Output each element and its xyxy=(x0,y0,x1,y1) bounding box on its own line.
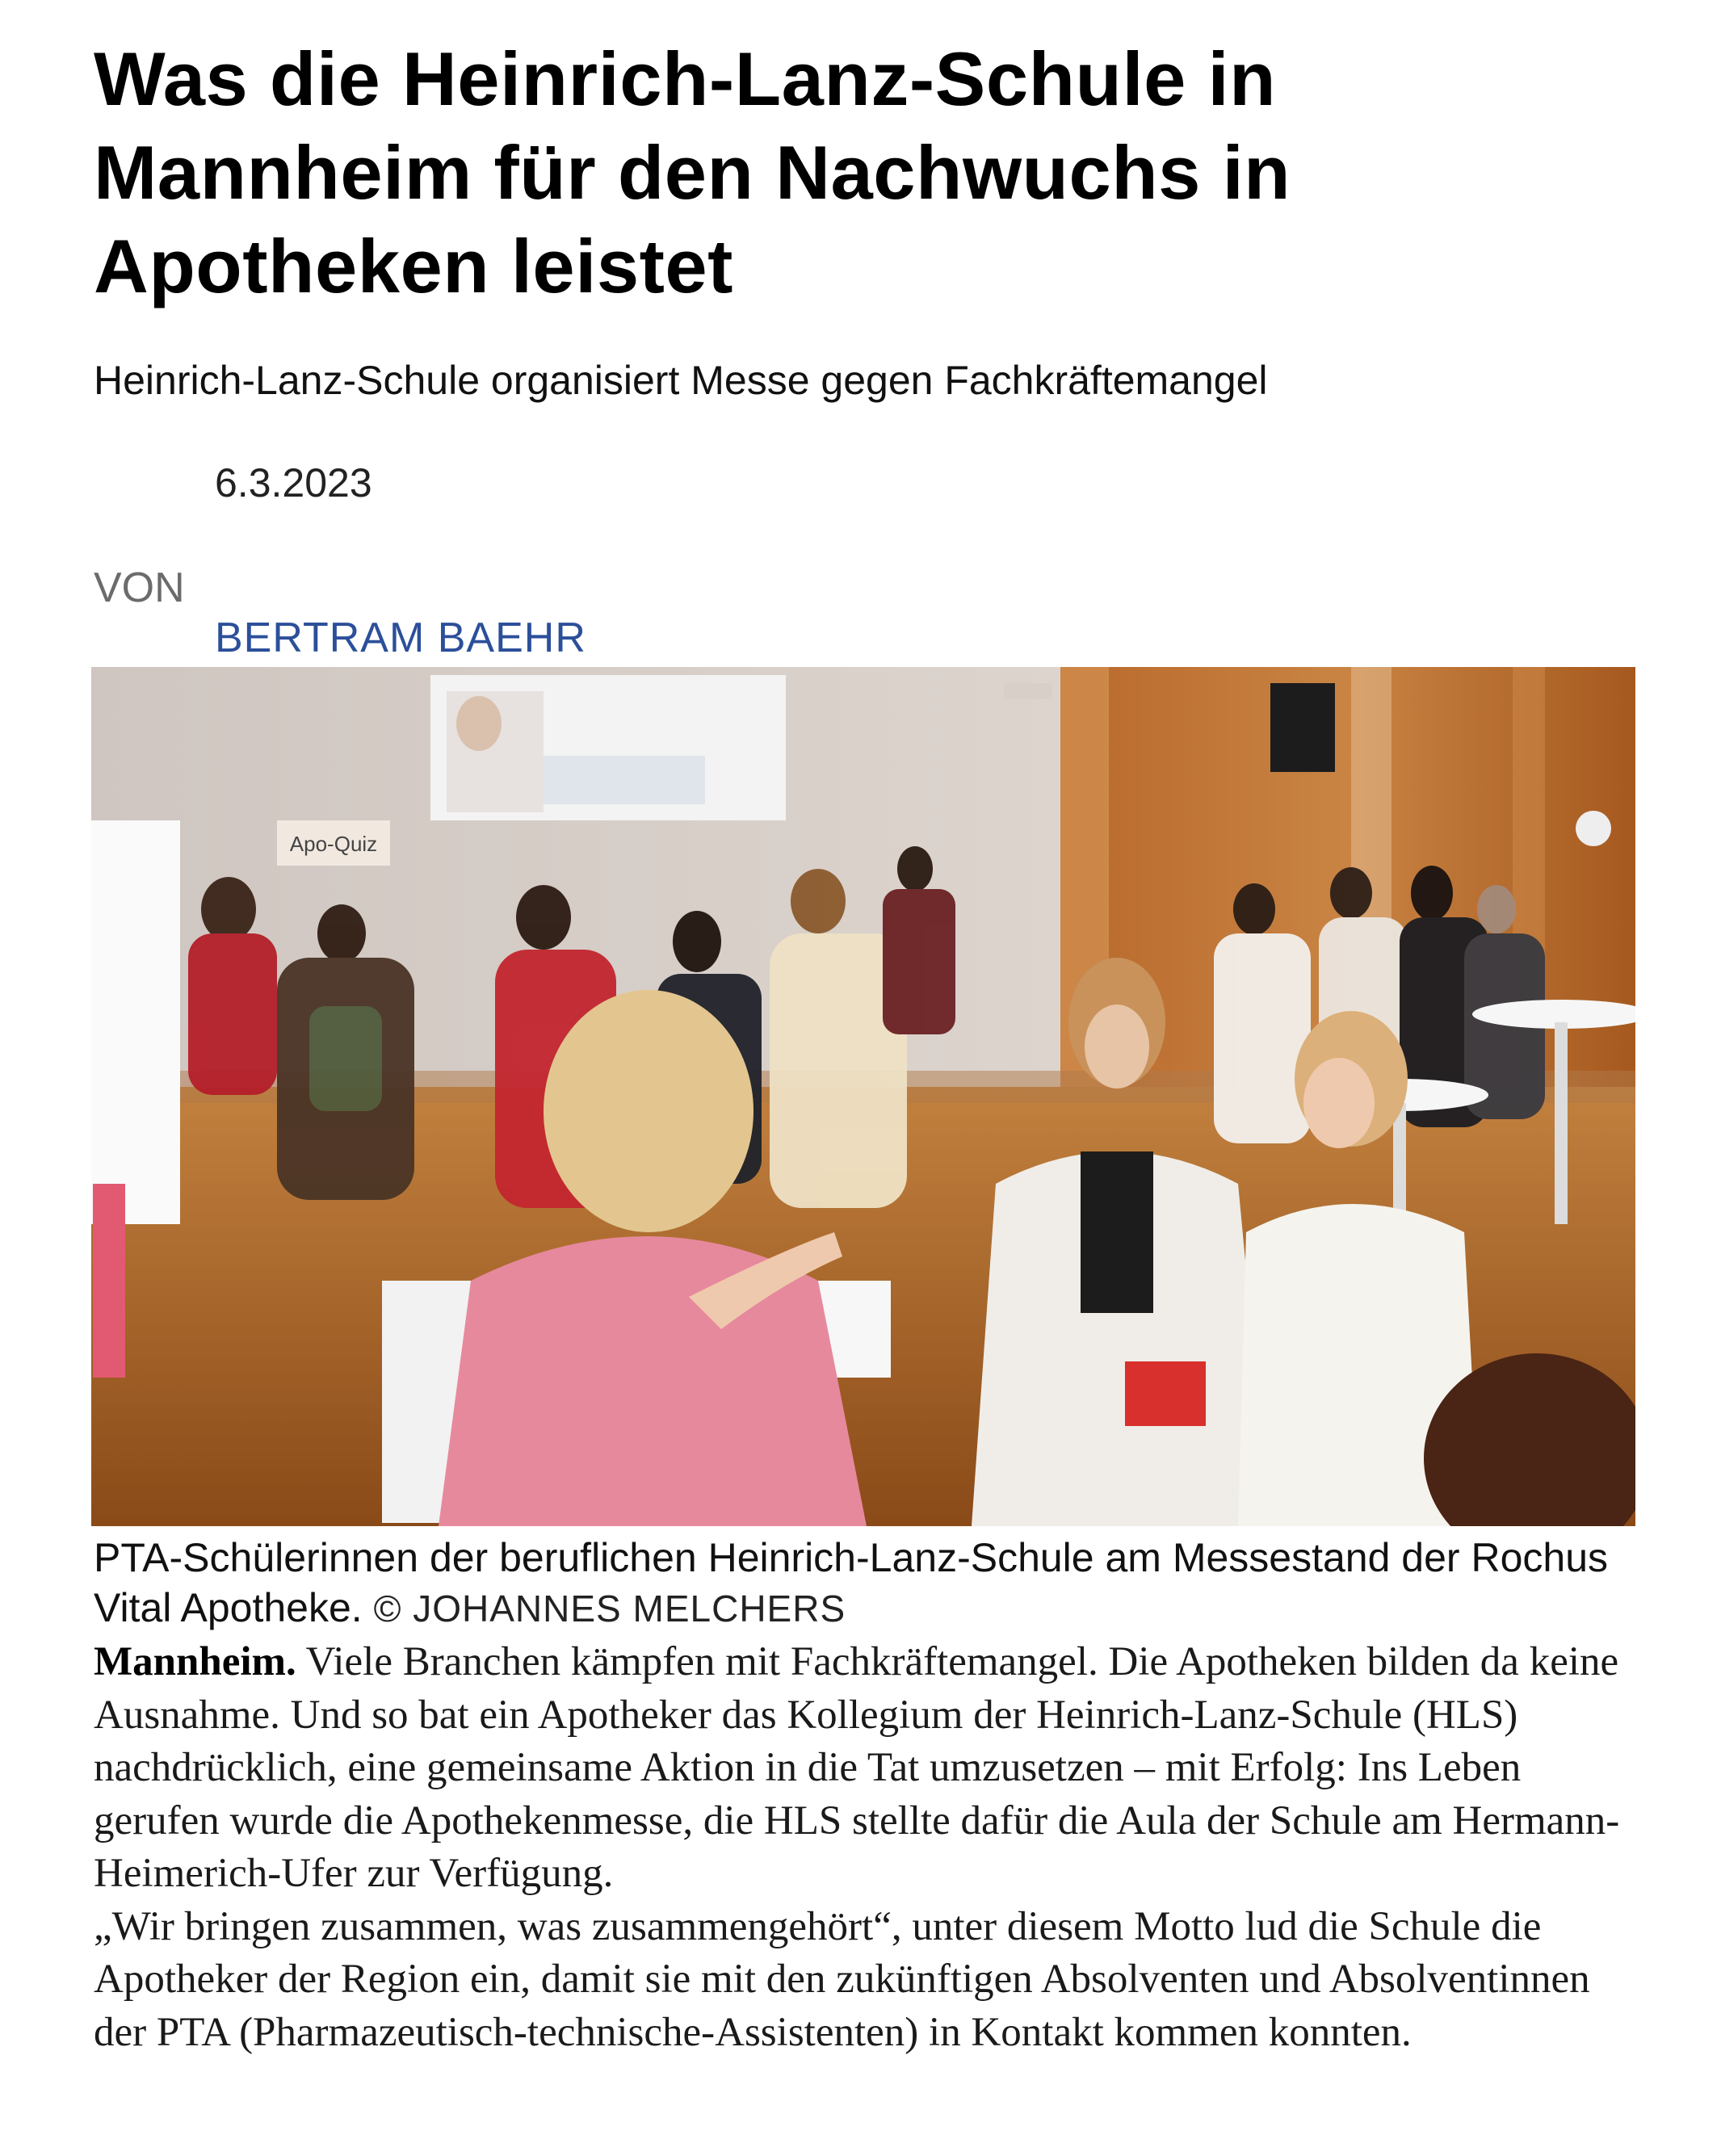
article-headline: Was die Heinrich-Lanz-Schule in Mannheim für den Nachwuchs in Apotheken leistet xyxy=(94,36,1291,308)
article-body xyxy=(94,1636,1652,2059)
author-link[interactable]: BERTRAM BAEHR xyxy=(215,615,586,661)
publish-date: 6.3.2023 xyxy=(215,460,372,505)
photo-caption xyxy=(94,1533,1652,1634)
body-paragraph-1 xyxy=(94,1636,1652,1901)
apo-quiz-sign-text: Apo-Quiz xyxy=(289,832,378,856)
article-subheadline: Heinrich-Lanz-Schule organisiert Messe gegen Fachkräftemangel xyxy=(94,358,1268,403)
photo-credit: © JOHANNES MELCHERS xyxy=(373,1588,846,1630)
byline-label: VON xyxy=(94,564,185,611)
photo-pharmacy-fair xyxy=(91,667,1635,1526)
body-paragraph-2: „Wir bringen zusammen, was zusammengehört“, unter diesem Motto lud die Schule die Apotheker der Region ein, damit sie mit den zukünftigen Absolventen und Absolventinnen der PTA (Pharmazeutisch-technische-Assistenten) in Kontakt kommen konnten. xyxy=(94,1903,1590,2055)
caption-text: PTA-Schülerinnen der beruflichen Heinrich-Lanz-Schule am Messestand der Rochus Vital Apotheke. xyxy=(94,1535,1608,1630)
dateline-place: Mannheim. xyxy=(94,1639,296,1684)
body-paragraph-1-text: Viele Branchen kämpfen mit Fachkräftemangel. Die Apotheken bilden da keine Ausnahme. Und so bat ein Apotheker das Kollegium der Heinrich-Lanz-Schule (HLS) nachdrücklich, eine gemeinsame Aktion in die Tat umzusetzen – mit Erfolg: Ins Leben gerufen wurde die Apothekenmesse, die HLS stellte dafür die Aula der Schule am Hermann-Heimerich-Ufer zur Verfügung. xyxy=(94,1639,1620,1896)
article-photo xyxy=(91,667,1635,1526)
